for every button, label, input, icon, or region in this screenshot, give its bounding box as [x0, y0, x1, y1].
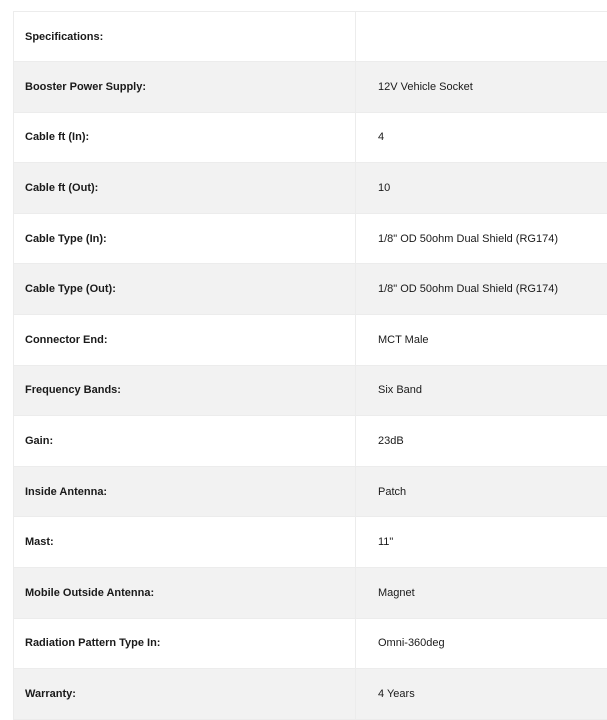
spec-value: Six Band — [356, 365, 607, 416]
spec-value: 10 — [356, 163, 607, 214]
spec-header-value — [356, 12, 607, 62]
table-row — [14, 213, 607, 264]
spec-label: Warranty: — [14, 669, 356, 720]
table-row — [14, 112, 607, 163]
table-row — [14, 567, 607, 618]
table-row — [14, 517, 607, 568]
spec-label: Mast: — [14, 517, 356, 568]
spec-value: MCT Male — [356, 314, 607, 365]
spec-value: 12V Vehicle Socket — [356, 62, 607, 113]
table-row — [14, 669, 607, 720]
spec-value: Patch — [356, 466, 607, 517]
specifications-table — [13, 11, 607, 720]
spec-label: Cable Type (Out): — [14, 264, 356, 315]
table-row — [14, 618, 607, 669]
spec-value: 1/8" OD 50ohm Dual Shield (RG174) — [356, 264, 607, 315]
table-row — [14, 264, 607, 315]
spec-label: Connector End: — [14, 314, 356, 365]
table-row — [14, 163, 607, 214]
spec-label: Booster Power Supply: — [14, 62, 356, 113]
spec-label: Cable Type (In): — [14, 213, 356, 264]
table-row — [14, 365, 607, 416]
spec-value: 1/8" OD 50ohm Dual Shield (RG174) — [356, 213, 607, 264]
spec-label: Radiation Pattern Type In: — [14, 618, 356, 669]
spec-label: Mobile Outside Antenna: — [14, 567, 356, 618]
spec-value: Magnet — [356, 567, 607, 618]
spec-label: Cable ft (Out): — [14, 163, 356, 214]
spec-label: Cable ft (In): — [14, 112, 356, 163]
spec-label: Frequency Bands: — [14, 365, 356, 416]
spec-value: Omni-360deg — [356, 618, 607, 669]
spec-value: 11" — [356, 517, 607, 568]
table-row — [14, 466, 607, 517]
specifications-table-container — [13, 11, 607, 720]
spec-value: 4 — [356, 112, 607, 163]
spec-label: Gain: — [14, 416, 356, 467]
spec-value: 4 Years — [356, 669, 607, 720]
spec-header-label: Specifications: — [14, 12, 356, 62]
spec-label: Inside Antenna: — [14, 466, 356, 517]
table-row — [14, 416, 607, 467]
table-row — [14, 314, 607, 365]
table-header-row — [14, 12, 607, 62]
table-row — [14, 62, 607, 113]
spec-value: 23dB — [356, 416, 607, 467]
